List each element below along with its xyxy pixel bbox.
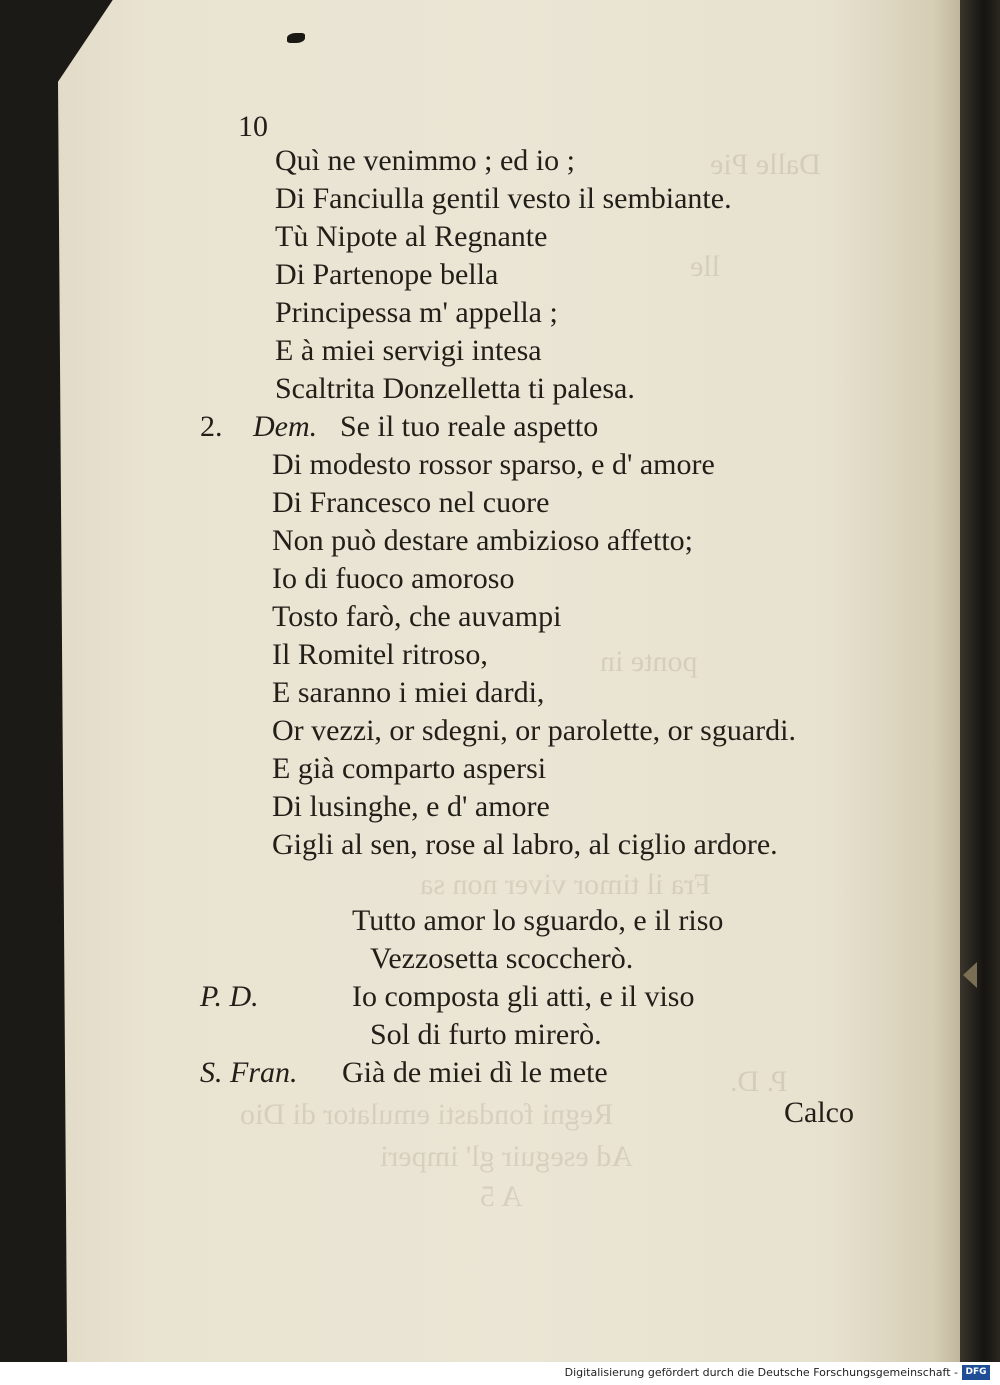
- bleed-through-mark: ponte in: [600, 645, 698, 678]
- text-line: Tù Nipote al Regnante: [275, 220, 548, 253]
- bleed-through-mark: P. D.: [730, 1065, 788, 1098]
- book-spine: [960, 0, 1000, 1362]
- bleed-through-mark: Fra il timor viver non sa: [420, 868, 711, 901]
- text-line: Il Romitel ritroso,: [272, 638, 488, 671]
- speaker-number: 2.: [200, 410, 223, 443]
- text-line: Di Fanciulla gentil vesto il sembiante.: [275, 182, 732, 215]
- catchword: Calco: [784, 1096, 854, 1129]
- text-line: Di lusinghe, e d' amore: [272, 790, 550, 823]
- bleed-through-mark: lle: [690, 250, 720, 283]
- page-number: 10: [238, 110, 268, 143]
- text-line: Di modesto rossor sparso, e d' amore: [272, 448, 715, 481]
- footer-credit: Digitalisierung gefördert durch die Deutsche Forschungsgemeinschaft -: [564, 1366, 958, 1379]
- text-line: Non può destare ambizioso affetto;: [272, 524, 693, 557]
- text-line: Gigli al sen, rose al labro, al ciglio ardore.: [272, 828, 778, 861]
- bleed-through-mark: Dalle Pie: [710, 148, 821, 181]
- text-line: Di Francesco nel cuore: [272, 486, 550, 519]
- text-line: Io di fuoco amoroso: [272, 562, 515, 595]
- text-line: Di Partenope bella: [275, 258, 499, 291]
- ink-blot: [287, 33, 305, 43]
- text-line: E già comparto aspersi: [272, 752, 547, 785]
- text-line: E saranno i miei dardi,: [272, 676, 545, 709]
- text-line: Quì ne venimmo ; ed io ;: [275, 144, 575, 177]
- text-line: Scaltrita Donzelletta ti palesa.: [275, 372, 635, 405]
- text-line: Se il tuo reale aspetto: [340, 410, 599, 443]
- text-line: Già de miei dì le mete: [342, 1056, 608, 1089]
- bleed-through-mark: Regni fondasti emulator di Dio: [240, 1098, 614, 1131]
- bleed-through-mark: A 5: [480, 1180, 523, 1213]
- speaker-name: Dem.: [253, 410, 318, 443]
- text-line: Principessa m' appella ;: [275, 296, 558, 329]
- aria-line: Vezzosetta scoccherò.: [370, 942, 634, 975]
- bleed-through-mark: Ad eseguir gl' imperi: [380, 1140, 633, 1173]
- aria-line: Tutto amor lo sguardo, e il riso: [352, 904, 724, 937]
- text-line: Sol di furto mirerò.: [370, 1018, 602, 1051]
- dfg-logo: DFG: [962, 1365, 990, 1380]
- speaker-name: P. D.: [200, 980, 259, 1013]
- text-line: Tosto farò, che auvampi: [272, 600, 562, 633]
- text-line: E à miei servigi intesa: [275, 334, 542, 367]
- text-line: Io composta gli atti, e il viso: [352, 980, 695, 1013]
- text-line: Or vezzi, or sdegni, or parolette, or sguardi.: [272, 714, 796, 747]
- speaker-name: S. Fran.: [200, 1056, 298, 1089]
- footer-bar: [0, 1362, 1000, 1385]
